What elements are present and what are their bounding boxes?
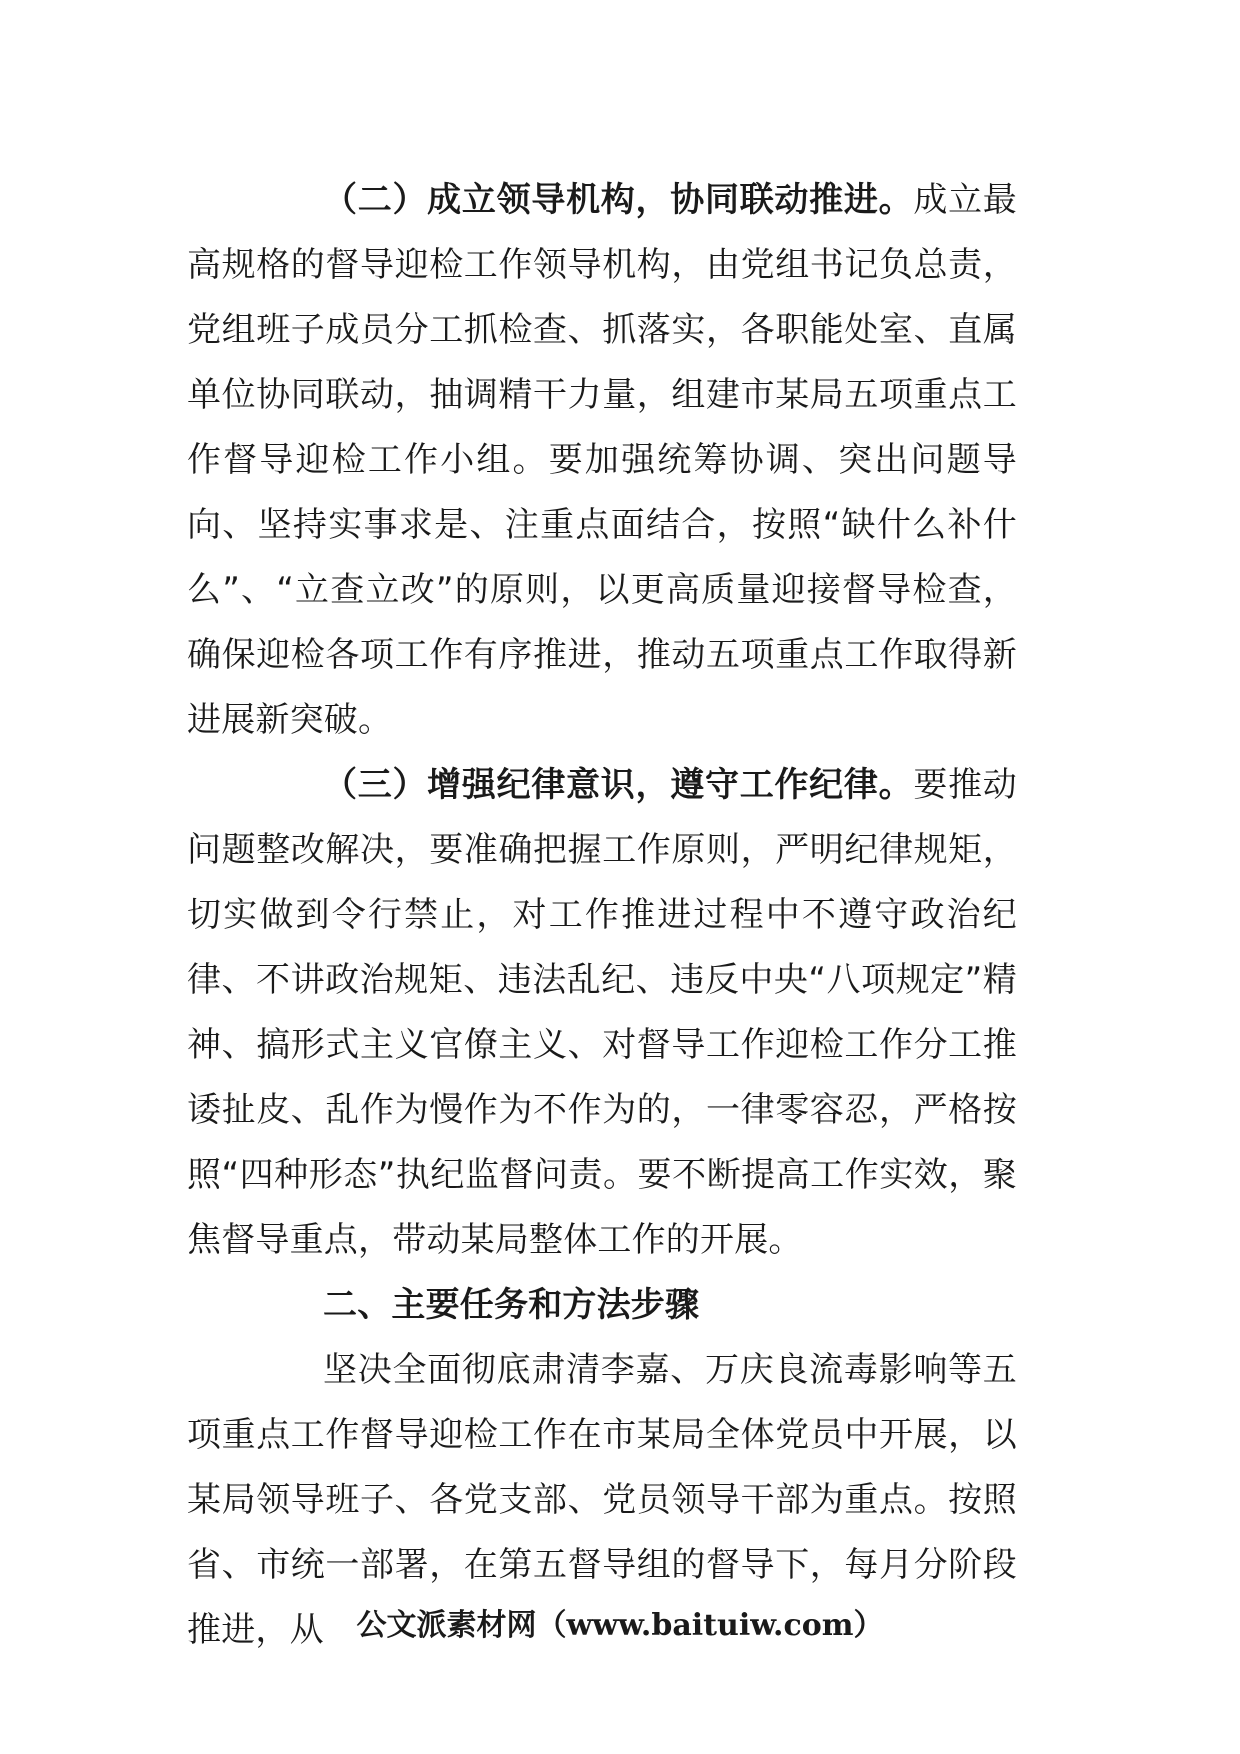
document-body — [187, 168, 1017, 1663]
section-3-body: 要推动问题整改解决，要准确把握工作原则，严明纪律规矩，切实做到令行禁止，对工作推进过程中不遵守政治纪律、不讲政治规矩、违法乱纪、违反中央“八项规定”精神、搞形式主义官僚主义、对督导工作迎检工作分工推诿扯皮、乱作为慢作为不作为的，一律零容忍，严格按照“四种形态”执纪监督问责。要不断提高工作实效，聚焦督导重点，带动某局整体工作的开展。 — [187, 765, 1017, 1260]
section-2-lead: （二）成立领导机构，协同联动推进。 — [323, 180, 914, 220]
paragraph-main-tasks: 坚决全面彻底肃清李嘉、万庆良流毒影响等五项重点工作督导迎检工作在市某局全体党员中开展，以某局领导班子、各党支部、党员领导干部为重点。按照省、市统一部署，在第五督导组的督导下，每月分阶段推进，从 — [187, 1350, 1017, 1650]
footer-site-name: 公文派素材网 — [356, 1608, 537, 1643]
heading-main-tasks: 二、主要任务和方法步骤 — [323, 1285, 700, 1325]
section-3-lead: （三）增强纪律意识，遵守工作纪律。 — [323, 765, 914, 805]
paragraph-section-2 — [187, 168, 1017, 753]
paragraph-section-3 — [187, 753, 1017, 1273]
section-2-body: 成立最高规格的督导迎检工作领导机构，由党组书记负总责，党组班子成员分工抓检查、抓落实，各职能处室、直属单位协同联动，抽调精干力量，组建市某局五项重点工作督导迎检工作小组。要加强统筹协调、突出问题导向、坚持实事求是、注重点面结合，按照“缺什么补什么”、“立查立改”的原则，以更高质量迎接督导检查，确保迎检各项工作有序推进，推动五项重点工作取得新进展新突破。 — [187, 180, 1017, 740]
footer-watermark — [0, 1604, 1240, 1648]
footer-url: （www.baituiw.com） — [536, 1608, 884, 1643]
